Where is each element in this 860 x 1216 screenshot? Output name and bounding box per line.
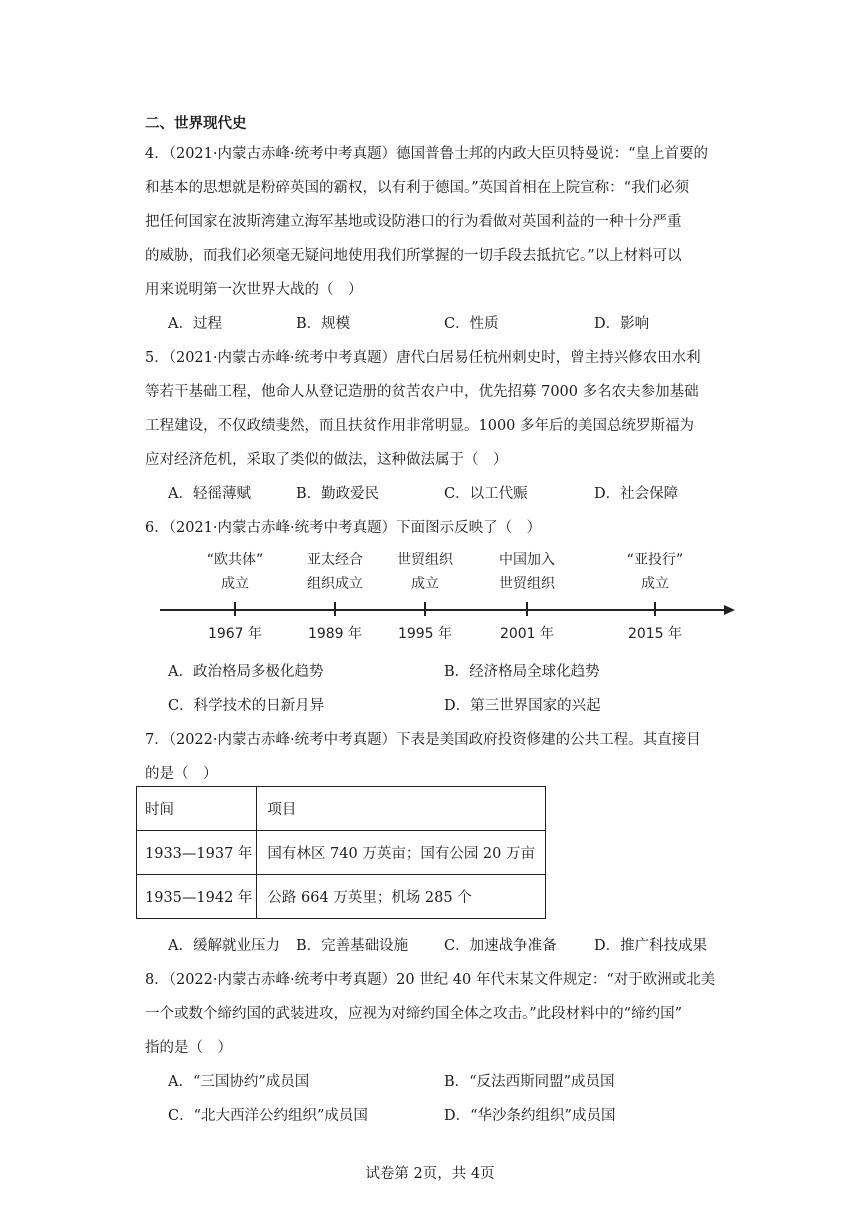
- timeline-diagram: [155, 546, 745, 648]
- option-a[interactable]: A．缓解就业压力: [168, 938, 280, 954]
- option-a[interactable]: A．政治格局多极化趋势: [168, 664, 324, 680]
- timeline-year-label: 1989 年: [307, 626, 363, 642]
- question-5-line: 5．（2021·内蒙古赤峰·统考中考真题）唐代白居易任杭州刺史时，曾主持兴修农田水利: [145, 350, 701, 366]
- table-row: [137, 875, 546, 919]
- option-d[interactable]: D．第三世界国家的兴起: [444, 698, 601, 714]
- option-d[interactable]: D．社会保障: [594, 486, 679, 502]
- table-header-cell: 时间: [137, 787, 257, 831]
- option-b[interactable]: B．规模: [296, 316, 351, 332]
- table-header-cell: 项目: [257, 787, 546, 831]
- table-cell: 公路 664 万英里；机场 285 个: [257, 875, 546, 919]
- timeline-arrow: [724, 605, 735, 615]
- option-b[interactable]: B．经济格局全球化趋势: [444, 664, 600, 680]
- option-c[interactable]: C．以工代赈: [444, 486, 528, 502]
- timeline-event-label: “亚投行”: [626, 552, 684, 568]
- table-cell: 1933—1937 年: [137, 831, 257, 875]
- timeline-event-label: 成立: [641, 576, 669, 592]
- option-d[interactable]: D．影响: [594, 316, 650, 332]
- option-a[interactable]: A．轻徭薄赋: [168, 486, 251, 502]
- timeline-event-label: 中国加入: [499, 552, 555, 568]
- question-4-line: 用来说明第一次世界大战的（ ）: [145, 282, 363, 298]
- option-c[interactable]: C．性质: [444, 316, 499, 332]
- table-header-row: [137, 787, 546, 831]
- option-d[interactable]: D．推广科技成果: [594, 938, 708, 954]
- question-5-line: 等若干基础工程，他命人从登记造册的贫苦农户中，优先招募 7000 多名农夫参加基础: [145, 384, 699, 400]
- timeline-event-label: “欧共体”: [206, 552, 264, 568]
- timeline-event-label: 世贸组织: [499, 576, 555, 592]
- data-table: [136, 786, 546, 919]
- question-8-line: 指的是（ ）: [145, 1040, 232, 1056]
- timeline-year-label: 2001 年: [499, 626, 555, 642]
- question-6-line: 6．（2021·内蒙古赤峰·统考中考真题）下面图示反映了（ ）: [145, 520, 542, 536]
- question-4-line: 把任何国家在波斯湾建立海军基地或设防港口的行为看做对英国利益的一种十分严重: [145, 214, 682, 230]
- option-c[interactable]: C．加速战争准备: [444, 938, 557, 954]
- timeline-event-label: 成立: [221, 576, 249, 592]
- question-5-line: 应对经济危机，采取了类似的做法，这种做法属于（ ）: [145, 452, 508, 468]
- page-footer: 试卷第 2页，共 4页: [365, 1166, 495, 1182]
- option-b[interactable]: B．勤政爱民: [296, 486, 380, 502]
- option-c[interactable]: C．“北大西洋公约组织”成员国: [168, 1108, 368, 1124]
- timeline-year-label: 1995 年: [397, 626, 453, 642]
- section-title: 二、世界现代史: [145, 116, 247, 132]
- option-a[interactable]: A．过程: [168, 316, 222, 332]
- table-row: [137, 831, 546, 875]
- question-5-line: 工程建设，不仅政绩斐然，而且扶贫作用非常明显。1000 多年后的美国总统罗斯福为: [145, 418, 695, 434]
- question-8-line: 一个或数个缔约国的武装进攻，应视为对缔约国全体之攻击。”此段材料中的“缔约国”: [145, 1006, 682, 1022]
- question-8-line: 8．（2022·内蒙古赤峰·统考中考真题）20 世纪 40 年代末某文件规定：“对于欧洲或北美: [145, 972, 716, 988]
- table-cell: 1935—1942 年: [137, 875, 257, 919]
- option-b[interactable]: B．完善基础设施: [296, 938, 409, 954]
- question-4-line: 和基本的思想就是粉碎英国的霸权，以有利于德国。”英国首相在上院宣称：“我们必须: [145, 180, 690, 196]
- timeline-event-label: 组织成立: [307, 576, 363, 592]
- question-4-line: 4．（2021·内蒙古赤峰·统考中考真题）德国普鲁士邦的内政大臣贝特曼说：“皇上首要的: [145, 146, 709, 162]
- timeline-event-label: 亚太经合: [307, 552, 363, 568]
- table-cell: 国有林区 740 万英亩；国有公园 20 万亩: [257, 831, 546, 875]
- timeline-year-label: 2015 年: [627, 626, 683, 642]
- question-7-line: 7．（2022·内蒙古赤峰·统考中考真题）下表是美国政府投资修建的公共工程。其直接目: [145, 732, 701, 748]
- option-c[interactable]: C．科学技术的日新月异: [168, 698, 325, 714]
- question-4-line: 的威胁，而我们必须毫无疑问地使用我们所掌握的一切手段去抵抗它。”以上材料可以: [145, 248, 682, 264]
- question-7-line: 的是（ ）: [145, 766, 218, 782]
- option-b[interactable]: B．“反法西斯同盟”成员国: [444, 1074, 615, 1090]
- timeline-year-label: 1967 年: [207, 626, 263, 642]
- timeline-event-label: 世贸组织: [397, 552, 453, 568]
- timeline-event-label: 成立: [411, 576, 439, 592]
- option-d[interactable]: D．“华沙条约组织”成员国: [444, 1108, 616, 1124]
- option-a[interactable]: A．“三国协约”成员国: [168, 1074, 310, 1090]
